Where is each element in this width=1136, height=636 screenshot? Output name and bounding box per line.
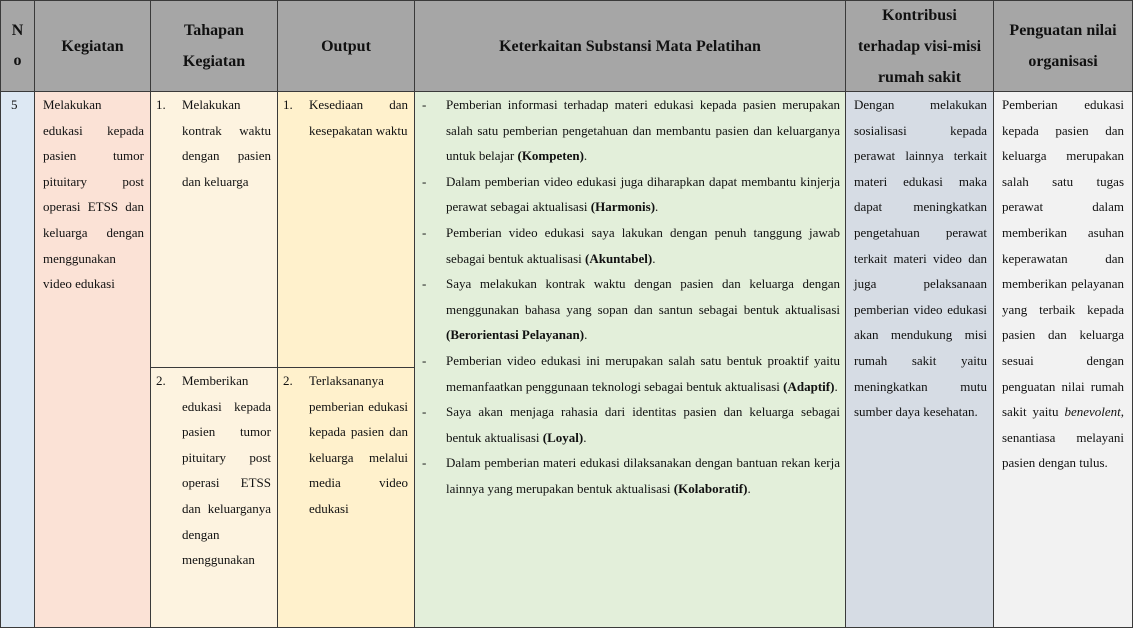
tahapan-step-2 bbox=[150, 367, 278, 628]
keterkaitan-item: - Pemberian video edukasi ini merupakan salah satu bentuk proaktif yaitu memanfaatkan penggunaan teknologi sebagai bentuk aktualisasi (Adaptif). bbox=[420, 348, 840, 399]
step-2-tahapan: Memberikan edukasi kepada pasien tumor pituitary post operasi ETSS dan keluarganya dengan menggunakan bbox=[182, 373, 271, 568]
step-1-tahapan: Melakukan kontrak waktu dengan pasien dan keluarga bbox=[182, 97, 271, 189]
keterkaitan-item: - Pemberian video edukasi saya lakukan dengan penuh tanggung jawab sebagai bentuk aktualisasi (Akuntabel). bbox=[420, 220, 840, 271]
penguatan-italic-value: benevolent bbox=[1064, 404, 1121, 420]
output-step-1 bbox=[277, 91, 415, 368]
header-keterkaitan: Keterkaitan Substansi Mata Pelatihan bbox=[414, 0, 846, 92]
step-2-number: 2. bbox=[156, 373, 166, 388]
value-loyal: (Loyal) bbox=[542, 429, 584, 445]
value-kompeten: (Kompeten) bbox=[517, 148, 584, 164]
penguatan-cell bbox=[993, 91, 1133, 628]
value-harmonis: (Harmonis) bbox=[590, 199, 656, 215]
keterkaitan-item: - Pemberian informasi terhadap materi edukasi kepada pasien merupakan salah satu pemberian pengetahuan dan membantu pasien dan keluarganya untuk belajar (Kompeten). bbox=[420, 92, 840, 169]
header-kegiatan: Kegiatan bbox=[34, 0, 151, 92]
output-2-text: Terlaksananya pemberian edukasi kepada pasien dan keluarga melalui media video edukasi bbox=[309, 373, 408, 516]
value-adaptif: (Adaptif) bbox=[783, 378, 835, 394]
header-output: Output bbox=[277, 0, 415, 92]
penguatan-text: Pemberian edukasi kepada pasien dan keluarga merupakan salah satu tugas perawat dalam memberikan asuhan keperawatan dan memberikan pelayanan yang terbaik kepada pasien dan keluarga sesuai dengan penguatan nilai rumah sakit yaitu benevolent, senantiasa melayani pasien dengan tulus. bbox=[1002, 97, 1125, 471]
kontribusi-cell bbox=[845, 91, 994, 628]
output-1-number: 1. bbox=[283, 97, 293, 112]
output-2-number: 2. bbox=[283, 373, 293, 388]
keterkaitan-list bbox=[420, 92, 840, 502]
row-no-cell bbox=[0, 91, 35, 628]
tahapan-step-1 bbox=[150, 91, 278, 368]
header-tahapan: Tahapan Kegiatan bbox=[150, 0, 278, 92]
step-1-number: 1. bbox=[156, 97, 166, 112]
row-number: 5 bbox=[11, 97, 18, 112]
value-kolaboratif: (Kolaboratif) bbox=[673, 480, 748, 496]
output-step-2 bbox=[277, 367, 415, 628]
keterkaitan-item: - Saya akan menjaga rahasia dari identitas pasien dan keluarga sebagai bentuk aktualisasi (Loyal). bbox=[420, 399, 840, 450]
keterkaitan-item: - Dalam pemberian materi edukasi dilaksanakan dengan bantuan rekan kerja lainnya yang merupakan bentuk aktualisasi (Kolaboratif). bbox=[420, 450, 840, 501]
value-berorientasi-pelayanan: (Berorientasi Pelayanan) bbox=[446, 327, 585, 343]
header-kontribusi: Kontribusi terhadap visi-misi rumah sakit bbox=[845, 0, 994, 92]
header-no-text: No bbox=[11, 22, 24, 69]
keterkaitan-item: - Saya melakukan kontrak waktu dengan pasien dan keluarga dengan menggunakan bahasa yang sopan dan santun sebagai bentuk aktualisasi (Berorientasi Pelayanan). bbox=[420, 271, 840, 348]
kontribusi-text: Dengan melakukan sosialisasi kepada perawat lainnya terkait materi edukasi maka dapat meningkatkan pengetahuan perawat terkait materi video dan juga pelaksanaan pemberian video edukasi akan mendukung misi rumah sakit yaitu meningkatkan mutu sumber daya kesehatan. bbox=[854, 97, 987, 420]
keterkaitan-cell bbox=[414, 91, 846, 628]
output-1-text: Kesediaan dan kesepakatan waktu bbox=[309, 97, 408, 138]
kegiatan-cell bbox=[34, 91, 151, 628]
value-akuntabel: (Akuntabel) bbox=[585, 250, 653, 266]
header-penguatan: Penguatan nilai organisasi bbox=[993, 0, 1133, 92]
keterkaitan-item: - Dalam pemberian video edukasi juga diharapkan dapat membantu kinjerja perawat sebagai aktualisasi (Harmonis). bbox=[420, 169, 840, 220]
kegiatan-text: Melakukan edukasi kepada pasien tumor pituitary post operasi ETSS dan keluarga dengan menggunakan video edukasi bbox=[43, 97, 144, 292]
header-no bbox=[0, 0, 35, 92]
